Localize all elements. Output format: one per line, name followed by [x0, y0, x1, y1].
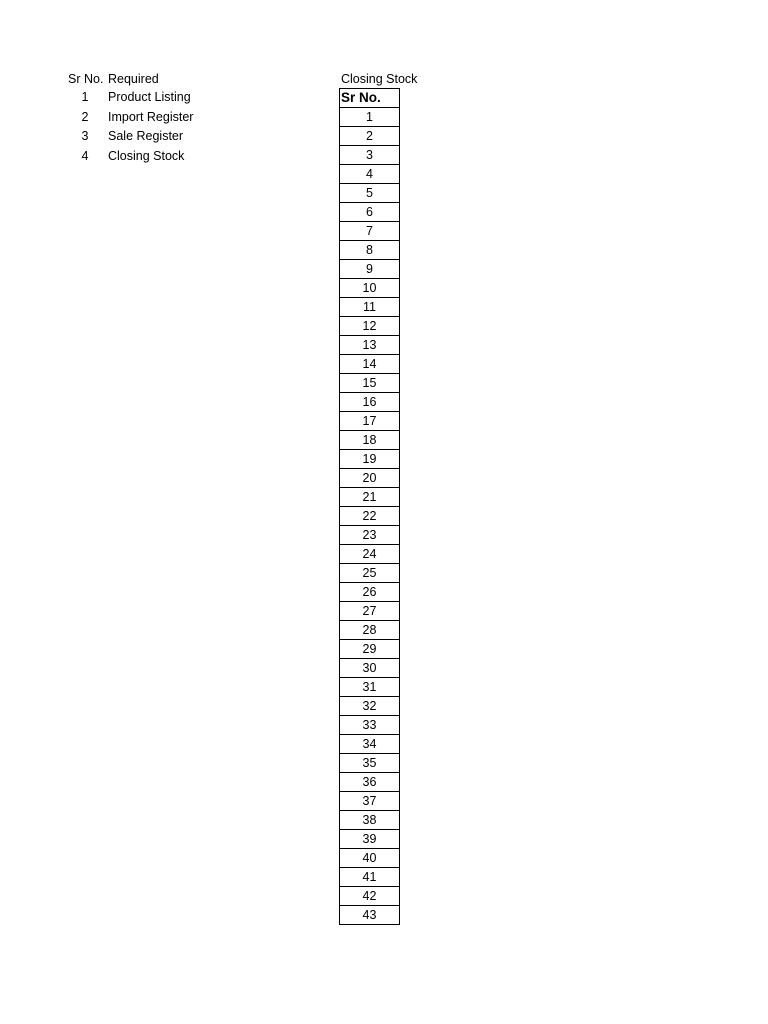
table-row [340, 165, 400, 184]
table-row [340, 754, 400, 773]
table-row [340, 355, 400, 374]
table-row [340, 773, 400, 792]
table-row [340, 108, 400, 127]
table-row [340, 583, 400, 602]
table-row [340, 184, 400, 203]
requirement-label: Sale Register [108, 129, 184, 143]
sr-no-cell: 1 [340, 108, 400, 127]
table-row [340, 146, 400, 165]
sr-no-cell: 26 [340, 583, 400, 602]
table-header-row [340, 89, 400, 108]
table-row [340, 526, 400, 545]
table-row [340, 678, 400, 697]
table-row [340, 564, 400, 583]
sr-no-cell: 3 [340, 146, 400, 165]
requirements-sr-no-header: Sr No. [68, 72, 104, 86]
sr-no-cell: 4 [340, 165, 400, 184]
table-row [340, 735, 400, 754]
table-row [340, 222, 400, 241]
table-row [340, 317, 400, 336]
table-row [340, 659, 400, 678]
sr-no-cell: 23 [340, 526, 400, 545]
requirements-required-header: Required [108, 72, 159, 86]
table-row [340, 621, 400, 640]
sr-no-cell: 24 [340, 545, 400, 564]
requirement-label: Product Listing [108, 90, 191, 104]
requirements-list [0, 88, 300, 166]
sr-no-cell: 10 [340, 279, 400, 298]
requirement-number: 1 [81, 90, 89, 104]
requirement-row [0, 108, 300, 128]
table-row [340, 127, 400, 146]
sr-no-cell: 22 [340, 507, 400, 526]
sr-no-cell: 8 [340, 241, 400, 260]
sr-no-cell: 33 [340, 716, 400, 735]
sr-no-cell: 19 [340, 450, 400, 469]
table-row [340, 279, 400, 298]
requirement-row [0, 88, 300, 108]
requirement-number: 4 [81, 148, 89, 163]
requirement-row [0, 147, 300, 167]
table-row [340, 640, 400, 659]
sr-no-cell: 7 [340, 222, 400, 241]
table-row [340, 868, 400, 887]
sr-no-cell: 30 [340, 659, 400, 678]
sr-no-cell: 27 [340, 602, 400, 621]
sr-no-cell: 13 [340, 336, 400, 355]
sr-no-cell: 11 [340, 298, 400, 317]
table-row [340, 260, 400, 279]
table-row [340, 488, 400, 507]
sr-no-cell: 34 [340, 735, 400, 754]
sr-no-cell: 25 [340, 564, 400, 583]
table-row [340, 830, 400, 849]
table-row [340, 716, 400, 735]
table-row [340, 393, 400, 412]
requirement-number: 3 [81, 129, 89, 143]
sr-no-cell: 15 [340, 374, 400, 393]
table-row [340, 507, 400, 526]
table-row [340, 431, 400, 450]
table-row [340, 374, 400, 393]
sr-no-column-header: Sr No. [340, 89, 400, 108]
sr-no-cell: 6 [340, 203, 400, 222]
table-row [340, 811, 400, 830]
table-row [340, 298, 400, 317]
sr-no-cell: 37 [340, 792, 400, 811]
sr-no-cell: 31 [340, 678, 400, 697]
sr-no-cell: 28 [340, 621, 400, 640]
sr-no-cell: 12 [340, 317, 400, 336]
sr-no-cell: 21 [340, 488, 400, 507]
table-row [340, 792, 400, 811]
sr-no-cell: 38 [340, 811, 400, 830]
sr-no-cell: 41 [340, 868, 400, 887]
table-row [340, 545, 400, 564]
sr-no-cell: 5 [340, 184, 400, 203]
table-row [340, 450, 400, 469]
requirement-row [0, 127, 300, 147]
closing-stock-table-body [340, 108, 400, 925]
table-row [340, 602, 400, 621]
table-row [340, 412, 400, 431]
sr-no-cell: 32 [340, 697, 400, 716]
table-row [340, 849, 400, 868]
sr-no-cell: 18 [340, 431, 400, 450]
sr-no-cell: 2 [340, 127, 400, 146]
table-row [340, 241, 400, 260]
sr-no-cell: 17 [340, 412, 400, 431]
sr-no-cell: 43 [340, 906, 400, 925]
table-row [340, 906, 400, 925]
table-row [340, 469, 400, 488]
sr-no-cell: 40 [340, 849, 400, 868]
sr-no-cell: 42 [340, 887, 400, 906]
requirement-number: 2 [81, 109, 89, 124]
closing-stock-title: Closing Stock [341, 72, 418, 86]
table-row [340, 203, 400, 222]
sr-no-cell: 9 [340, 260, 400, 279]
sr-no-cell: 14 [340, 355, 400, 374]
sr-no-cell: 35 [340, 754, 400, 773]
table-row [340, 697, 400, 716]
table-row [340, 336, 400, 355]
sr-no-cell: 36 [340, 773, 400, 792]
sr-no-cell: 16 [340, 393, 400, 412]
table-row [340, 887, 400, 906]
sr-no-cell: 20 [340, 469, 400, 488]
sr-no-cell: 39 [340, 830, 400, 849]
closing-stock-table [339, 88, 400, 925]
sr-no-cell: 29 [340, 640, 400, 659]
requirement-label: Import Register [108, 109, 194, 124]
requirement-label: Closing Stock [108, 148, 185, 163]
